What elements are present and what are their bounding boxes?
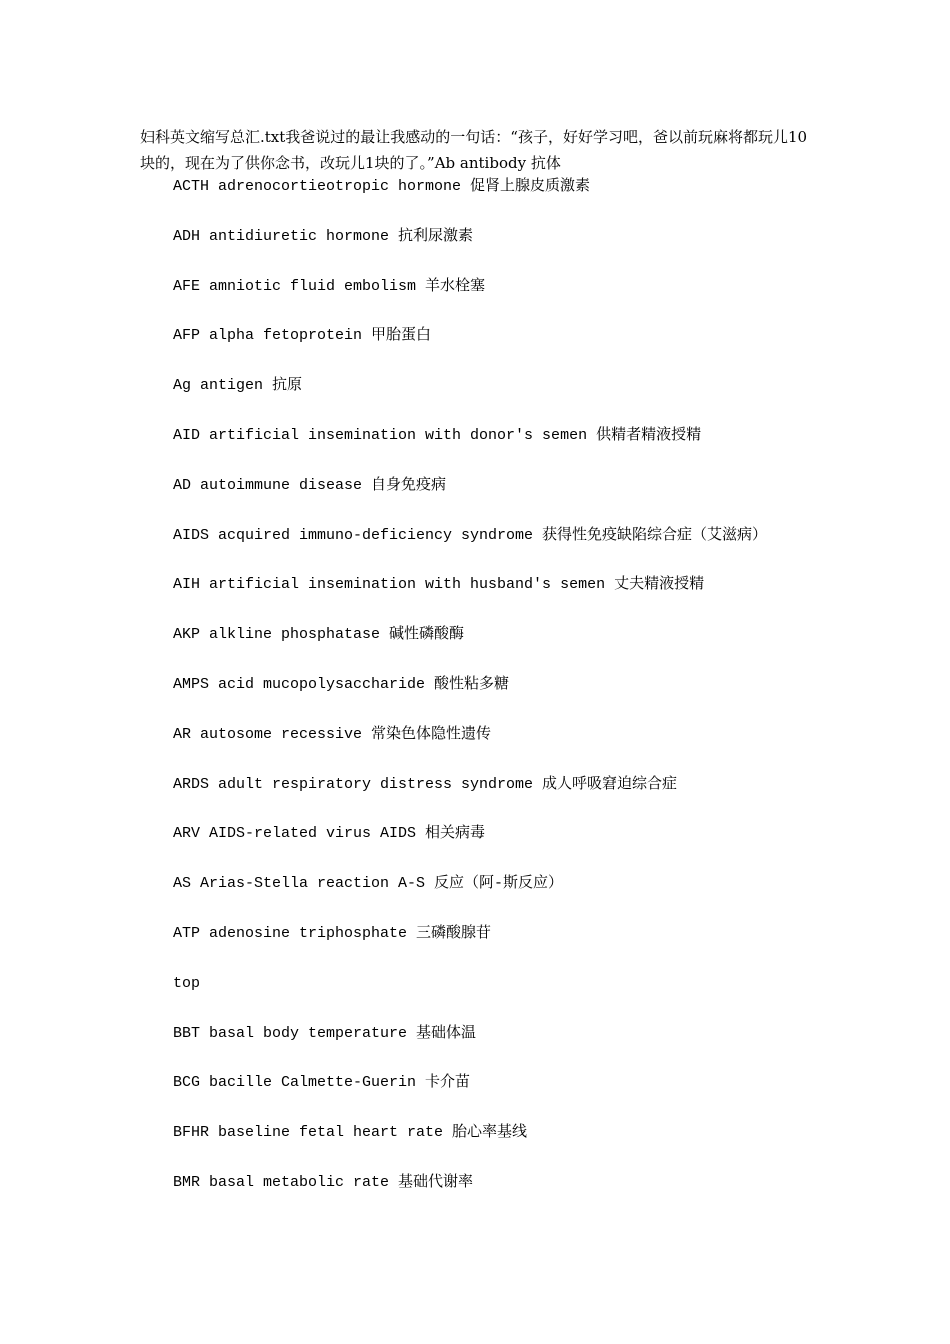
abbreviation-list bbox=[173, 174, 873, 1220]
list-item: ATP adenosine triphosphate 三磷酸腺苷 bbox=[173, 924, 492, 942]
list-item: ACTH adrenocortieotropic hormone 促肾上腺皮质激素 bbox=[173, 178, 591, 195]
list-item: BBT basal body temperature 基础体温 bbox=[173, 1024, 477, 1042]
intro-paragraph: 妇科英文缩写总汇.txt我爸说过的最让我感动的一句话：“孩子，好好学习吧，爸以前玩麻将都玩儿10块的，现在为了供你念书，改玩儿1块的了。”Ab antibody 抗体 bbox=[140, 128, 808, 172]
list-item: BFHR baseline fetal heart rate 胎心率基线 bbox=[173, 1124, 528, 1142]
list-item: AR autosome recessive 常染色体隐性遗传 bbox=[173, 725, 492, 743]
list-item: Ag antigen 抗原 bbox=[173, 377, 303, 395]
list-item: AMPS acid mucopolysaccharide 酸性粘多糖 bbox=[173, 675, 510, 693]
list-item: AIDS acquired immuno-deficiency syndrome 获得性免疫缺陷综合症（艾滋病） bbox=[173, 526, 768, 544]
list-item: AKP alkline phosphatase 碱性磷酸酶 bbox=[173, 626, 465, 644]
list-item: ARDS adult respiratory distress syndrome 成人呼吸窘迫综合症 bbox=[173, 775, 678, 793]
list-item: AFE amniotic fluid embolism 羊水栓塞 bbox=[173, 277, 486, 295]
list-item: AID artificial insemination with donor's semen 供精者精液授精 bbox=[173, 426, 702, 444]
list-item: ADH antidiuretic hormone 抗利尿激素 bbox=[173, 227, 474, 245]
list-item: ARV AIDS-related virus AIDS 相关病毒 bbox=[173, 825, 486, 843]
list-item: AS Arias-Stella reaction A-S 反应（阿-斯反应） bbox=[173, 875, 564, 893]
list-item: BCG bacille Calmette-Guerin 卡介苗 bbox=[173, 1074, 471, 1092]
list-item: top bbox=[173, 974, 201, 992]
list-item: AFP alpha fetoprotein 甲胎蛋白 bbox=[173, 327, 432, 345]
list-item: AIH artificial insemination with husband's semen 丈夫精液授精 bbox=[173, 576, 705, 594]
list-item: BMR basal metabolic rate 基础代谢率 bbox=[173, 1173, 474, 1191]
list-item: AD autoimmune disease 自身免疫病 bbox=[173, 476, 447, 494]
